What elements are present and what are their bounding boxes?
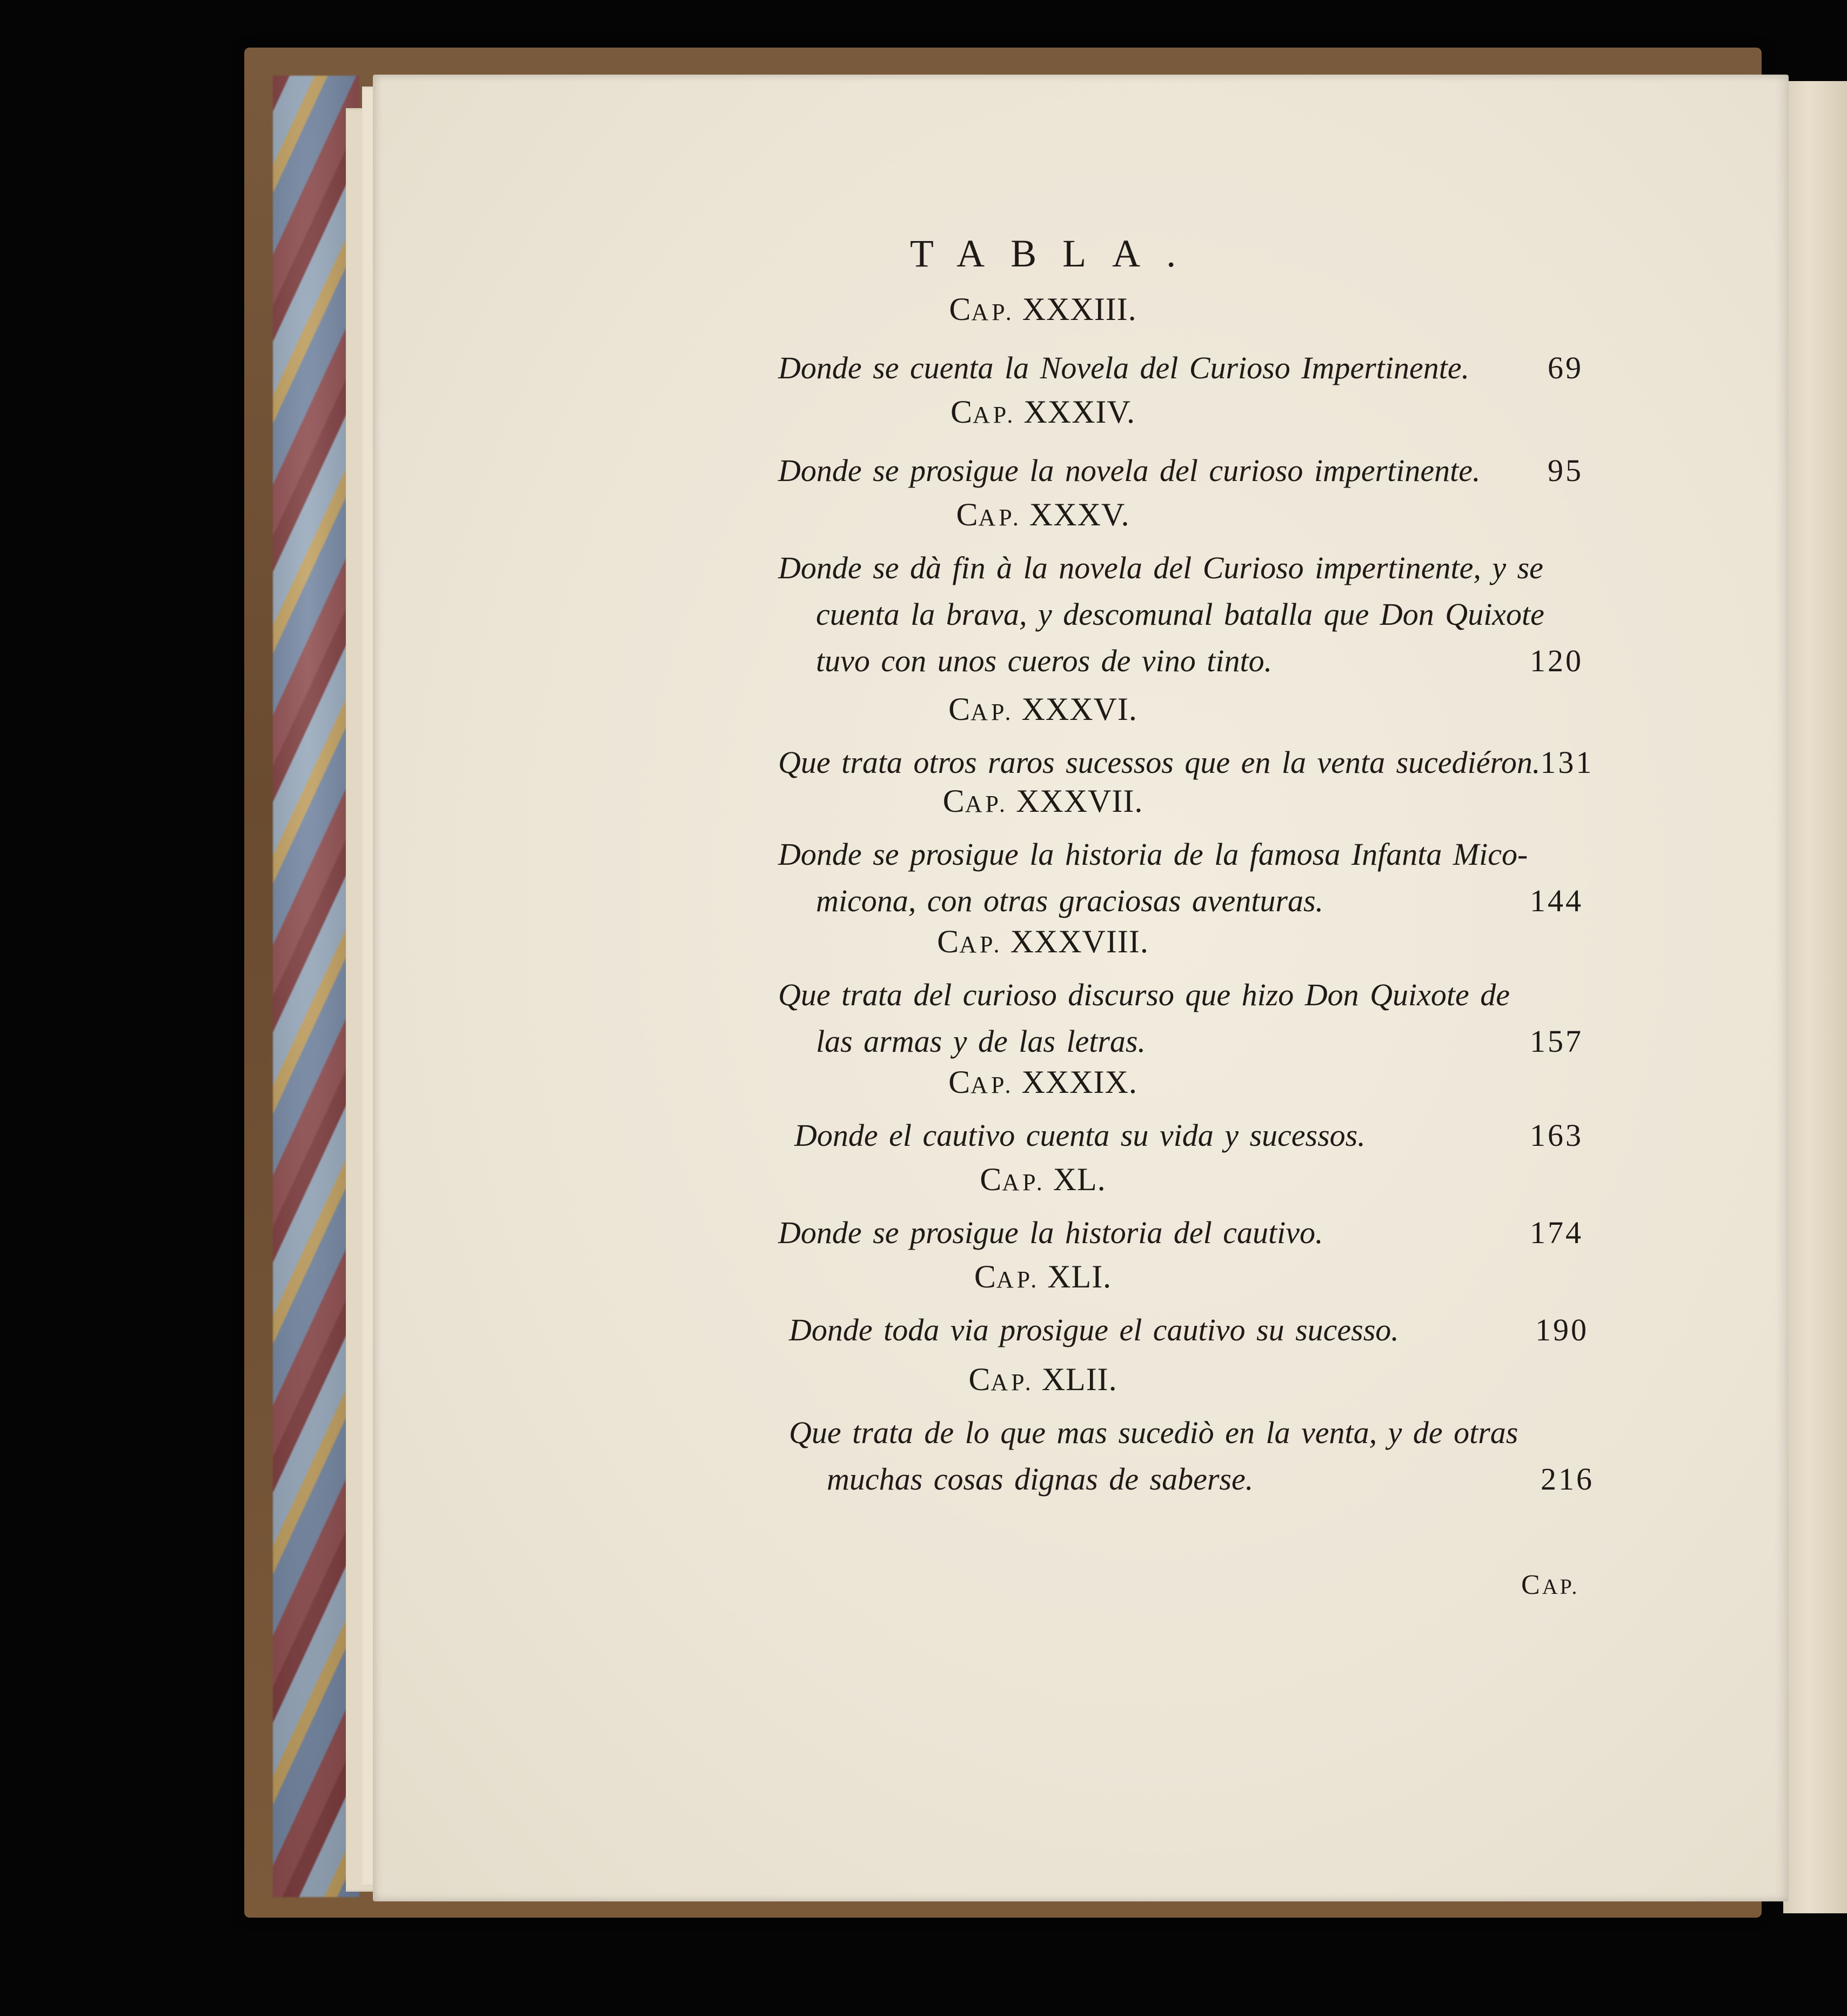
- page-number: 190: [1535, 1312, 1589, 1347]
- catchword-letter: C: [1521, 1570, 1542, 1600]
- entry-line: cuenta la brava, y descomunal batalla que Don Quixote: [816, 597, 1544, 632]
- entry-line: muchas cosas dignas de saberse.: [827, 1461, 1254, 1497]
- entry-line: Que trata de lo que mas sucediò en la venta, y de otras: [789, 1415, 1518, 1450]
- page-number: 95: [1548, 453, 1583, 488]
- page-number: 174: [1530, 1215, 1583, 1250]
- entry-line: Que trata otros raros sucessos que en la venta sucediéron.: [778, 745, 1541, 780]
- cap-letter: C: [937, 924, 960, 959]
- chapter-heading: [773, 1161, 1313, 1198]
- cap-suffix: AP.: [971, 1072, 1014, 1098]
- entry-line: micona, con otras graciosas aventuras.: [816, 883, 1324, 918]
- cap-suffix: AP.: [991, 1369, 1034, 1396]
- chapter-number: XLI.: [1047, 1259, 1112, 1294]
- cap-letter: C: [968, 1361, 991, 1397]
- catchword-suffix: AP.: [1542, 1574, 1580, 1599]
- entry-line: tuvo con unos cueros de vino tinto.: [816, 643, 1273, 678]
- cap-suffix: AP.: [973, 402, 1016, 428]
- chapter-heading: [773, 691, 1313, 728]
- chapter-heading: [773, 923, 1313, 960]
- page-number: 69: [1548, 350, 1583, 385]
- chapter-number: XXXIV.: [1023, 394, 1135, 430]
- catchword: [1521, 1569, 1579, 1601]
- cap-suffix: AP.: [996, 1266, 1040, 1293]
- entry-line: Donde se prosigue la novela del curioso impertinente.: [778, 453, 1481, 488]
- cap-letter: C: [948, 691, 971, 727]
- cap-letter: C: [949, 291, 972, 327]
- chapter-entry: [778, 1210, 1583, 1256]
- page-content: [373, 75, 1789, 1901]
- entry-line: Donde se prosigue la historia de la famosa Infanta Mico-: [778, 837, 1528, 872]
- entry-line: Donde el cautivo cuenta su vida y sucessos.: [794, 1118, 1366, 1153]
- chapter-entry: [778, 345, 1583, 391]
- cap-suffix: AP.: [959, 931, 1003, 958]
- chapter-number: XXXVIII.: [1010, 924, 1149, 959]
- cap-suffix: AP.: [971, 699, 1014, 725]
- cap-suffix: AP.: [965, 791, 1009, 817]
- cap-letter: C: [956, 497, 979, 532]
- chapter-number: XLII.: [1041, 1361, 1117, 1397]
- page-number: 131: [1540, 745, 1594, 780]
- chapter-number: XXXIII.: [1022, 291, 1137, 327]
- chapter-heading: [773, 1258, 1313, 1296]
- entry-line: Donde se prosigue la historia del cautivo.: [778, 1215, 1323, 1250]
- page-number: 144: [1530, 883, 1583, 918]
- chapter-heading: [773, 496, 1313, 533]
- cap-letter: C: [974, 1259, 996, 1294]
- page-header: TABLA.: [909, 232, 1202, 275]
- entry-line: las armas y de las letras.: [816, 1024, 1146, 1059]
- chapter-entry: [778, 972, 1583, 1065]
- cap-letter: C: [942, 783, 965, 819]
- chapter-entry: [789, 1410, 1594, 1503]
- cap-letter: C: [948, 1064, 971, 1100]
- chapter-entry: [789, 1307, 1589, 1353]
- entry-line: Donde se cuenta la Novela del Curioso Impertinente.: [778, 350, 1470, 385]
- entry-line: Donde se dà fin à la novela del Curioso impertinente, y se: [778, 550, 1543, 585]
- chapter-entry: [794, 1112, 1583, 1159]
- cap-letter: C: [980, 1161, 1002, 1197]
- chapter-entry: [778, 448, 1583, 494]
- chapter-heading: [773, 393, 1313, 431]
- chapter-heading: [773, 291, 1313, 328]
- chapter-number: XXXIX.: [1021, 1064, 1137, 1100]
- page-number: 216: [1541, 1461, 1594, 1497]
- entry-line: Donde toda via prosigue el cautivo su sucesso.: [789, 1312, 1399, 1347]
- chapter-entry: [778, 545, 1583, 684]
- book-page: [373, 75, 1789, 1901]
- entry-line: Que trata del curioso discurso que hizo Don Quixote de: [778, 977, 1510, 1012]
- chapter-entry: [778, 831, 1583, 924]
- facing-page-edge: [1783, 81, 1847, 1913]
- chapter-number: XXXVII.: [1016, 783, 1143, 819]
- page-number: 120: [1530, 643, 1583, 678]
- cap-suffix: AP.: [971, 299, 1015, 325]
- chapter-entry: [778, 739, 1594, 786]
- chapter-number: XL.: [1053, 1161, 1106, 1197]
- chapter-heading: [773, 783, 1313, 820]
- chapter-heading: [773, 1361, 1313, 1398]
- cap-letter: C: [951, 394, 973, 430]
- cap-suffix: AP.: [978, 504, 1022, 531]
- cap-suffix: AP.: [1002, 1169, 1046, 1196]
- chapter-number: XXXV.: [1029, 497, 1130, 532]
- page-number: 163: [1530, 1118, 1583, 1153]
- chapter-heading: [773, 1064, 1313, 1101]
- chapter-number: XXXVI.: [1021, 691, 1137, 727]
- page-number: 157: [1530, 1024, 1583, 1059]
